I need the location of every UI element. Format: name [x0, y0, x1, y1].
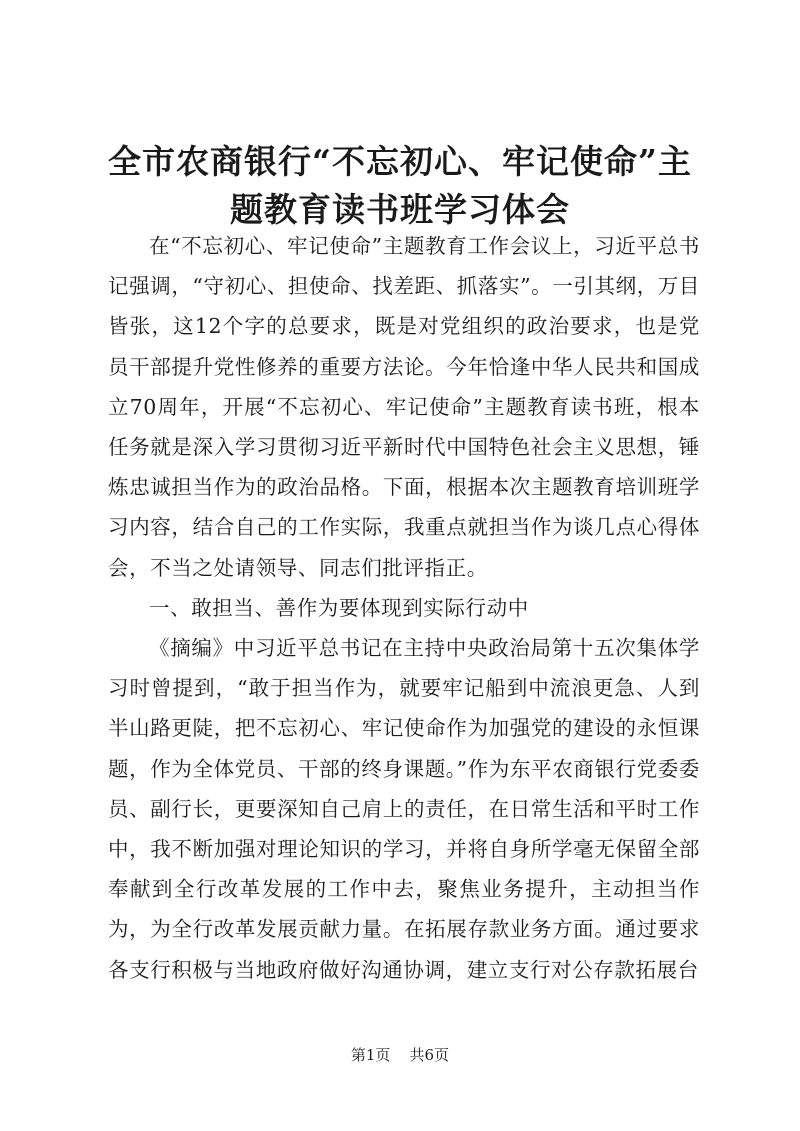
page-footer	[0, 1045, 800, 1065]
paragraph-intro: 在“不忘初心、牢记使命”主题教育工作会议上，习近平总书记强调，“守初心、担使命、找差距、抓落实”。一引其纲，万目皆张，这12个字的总要求，既是对党组织的政治要求，也是党员干部提升党性修养的重要方法论。今年恰逢中华人民共和国成立70周年，开展“不忘初心、牢记使命”主题教育读书班，根本任务就是深入学习贯彻习近平新时代中国特色社会主义思想，锤炼忠诚担当作为的政治品格。下面，根据本次主题教育培训班学习内容，结合自己的工作实际，我重点就担当作为谈几点心得体会，不当之处请领导、同志们批评指正。	[108, 234, 700, 580]
section-heading-1: 一、敢担当、善作为要体现到实际行动中	[149, 595, 529, 620]
document-body	[108, 226, 700, 990]
page-number: 第1页	[350, 1046, 391, 1064]
paragraph-section-1: 《摘编》中习近平总书记在主持中央政治局第十五次集体学习时曾提到，“敢于担当作为，就要牢记船到中流浪更急、人到半山路更陡，把不忘初心、牢记使命作为加强党的建设的永恒课题，作为全体党员、干部的终身课题。”作为东平农商银行党委委员、副行长，更要深知自己肩上的责任，在日常生活和平时工作中，我不断加强对理论知识的学习，并将自身所学毫无保留全部奉献到全行改革发展的工作中去，聚焦业务提升，主动担当作为，为全行改革发展贡献力量。在拓展存款业务方面。通过要求各支行积极与当地政府做好沟通协调，建立支行对公存款拓展台	[108, 636, 700, 982]
document-title: 全市农商银行“不忘初心、牢记使命”主题教育读书班学习体会	[108, 142, 692, 229]
page-total: 共6页	[409, 1046, 450, 1064]
